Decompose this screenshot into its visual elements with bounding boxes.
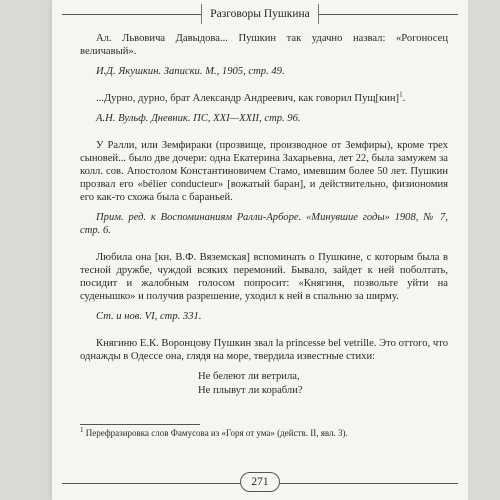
paragraph <box>80 32 448 58</box>
source-citation: А.Н. Вульф. Дневник. ПС, XXI—XXII, стр. 96. <box>96 113 301 124</box>
paragraph-text: Ал. Львовича Давыдова... Пушкин так удачно назвал: «Рогоносец величавый». <box>80 33 448 57</box>
paragraph <box>80 92 448 105</box>
verse-line: Не плывут ли корабли? <box>198 384 303 396</box>
page-number: 271 <box>240 472 279 492</box>
body-text <box>80 32 448 397</box>
source-citation: Прим. ред. к Воспоминаниям Ралли-Арборе. «Минувшие годы» 1908, № 7, стр. 6. <box>80 212 448 236</box>
source-citation: Ст. и нов. VI, стр. 331. <box>96 311 202 322</box>
source-citation: И.Д. Якушкин. Записки. М., 1905, стр. 49. <box>96 66 285 77</box>
book-page <box>52 0 468 500</box>
paragraph: Любила она [кн. В.Ф. Вяземская] вспоминать о Пушкине, с которым была в тесной дружбе, чуждой всяких перемоний. Бывало, зайдет к ней поболтать, посидит и жалобным голосом попросит: «Княгиня, позвольте уйти на суденышко» и получив разрешение, уходил к ней в спальню за ширму. <box>80 252 448 302</box>
footnote <box>80 428 448 439</box>
footnote-marker: 1 <box>80 426 84 434</box>
paragraph: Княгиню Е.К. Воронцову Пушкин звал la princesse bel vetrille. Это оттого, что однажды в Одессе она, глядя на море, твердила известные стихи: <box>80 338 448 362</box>
running-title: Разговоры Пушкина <box>201 4 319 24</box>
paragraph: У Ралли, или Земфираки (прозвище, производное от Земфиры), кроме трех сыновей... было две дочери: одна Екатерина Захарьевна, лет 22, была замужем за колл. сов. Апостолом Константиновичем Стамо, имевшим более 50 лет. Пушкин прозвал его «bélier conducteur» [вожатый баран], и действительно, физиономия его как-то схожа была с бараньей. <box>80 140 448 203</box>
running-header <box>62 4 458 26</box>
paragraph-text: ...Дурно, дурно, брат Александр Андреевич, как говорил Пущ[кин] <box>96 93 400 104</box>
footnote-ref: 1 <box>399 90 403 99</box>
footnote-text: Перефразировка слов Фамусова из «Горя от ума» (действ. II, явл. 3). <box>85 428 348 438</box>
page-footer <box>62 472 458 496</box>
verse-quote <box>198 370 448 397</box>
verse-line: Не белеют ли ветрила, <box>198 371 300 382</box>
paragraph-tail: . <box>402 93 406 104</box>
footnote-rule <box>80 424 200 425</box>
